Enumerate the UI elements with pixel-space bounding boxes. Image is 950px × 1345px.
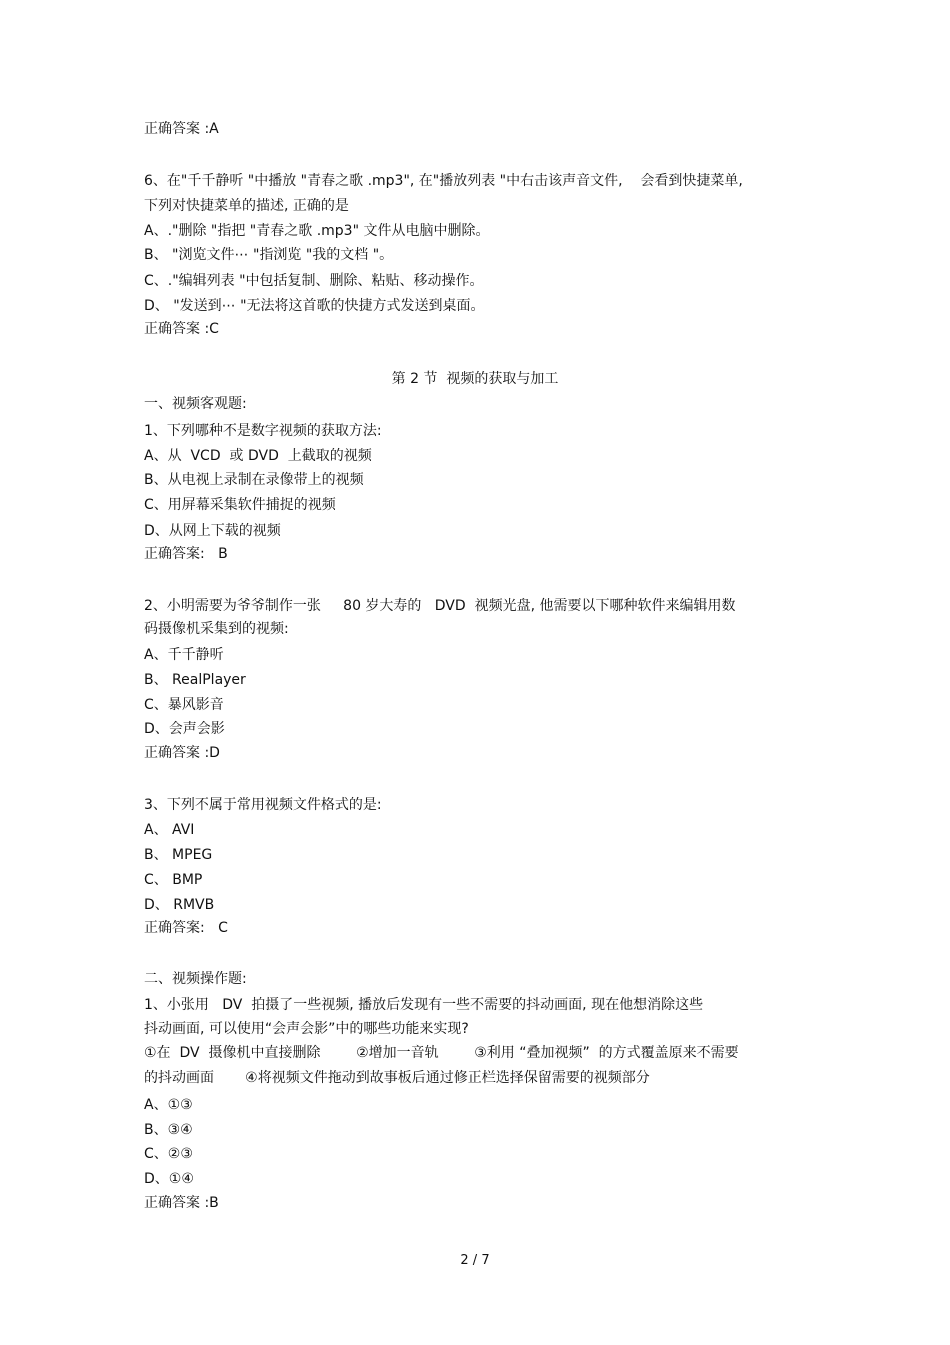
option-a: A、."删除 "指把 "青春之歌 .mp3" 文件从电脑中删除。	[144, 223, 490, 239]
option-d: D、会声会影	[144, 721, 225, 737]
option-b: B、 MPEG	[144, 847, 213, 863]
question-text: 1、小张用 DV 拍摄了一些视频, 播放后发现有一些不需要的抖动画面, 现在他想消除这些	[144, 997, 704, 1013]
option-b: B、③④	[144, 1122, 193, 1138]
question-text: 3、下列不属于常用视频文件格式的是:	[144, 797, 382, 813]
answer-line: 正确答案: C	[144, 920, 228, 936]
option-c: C、暴风影音	[144, 697, 224, 713]
answer-line: 正确答案: B	[144, 546, 228, 562]
option-d: D、 RMVB	[144, 897, 215, 913]
option-d: D、 "发送到⋯ "无法将这首歌的快捷方式发送到桌面。	[144, 298, 485, 314]
question-text: 6、在"千千静听 "中播放 "青春之歌 .mp3", 在"播放列表 "中右击该声音文件, 会看到快捷菜单,	[144, 173, 743, 189]
option-b: B、 "浏览文件⋯ "指浏览 "我的文档 "。	[144, 247, 394, 263]
option-d: D、①④	[144, 1171, 194, 1187]
section-title: 第 2 节 视频的获取与加工	[391, 371, 559, 387]
option-c: C、用屏幕采集软件捕捉的视频	[144, 497, 336, 513]
option-a: A、 AVI	[144, 822, 195, 838]
option-c: C、 BMP	[144, 872, 203, 888]
option-c: C、②③	[144, 1146, 193, 1162]
question-text: 下列对快捷菜单的描述, 正确的是	[144, 198, 349, 214]
option-b: B、从电视上录制在录像带上的视频	[144, 472, 364, 488]
option-a: A、从 VCD 或 DVD 上截取的视频	[144, 448, 372, 464]
answer-line: 正确答案 :C	[144, 321, 219, 337]
answer-line: 正确答案 :A	[144, 121, 219, 137]
question-text: 的抖动画面 ④将视频文件拖动到故事板后通过修正栏选择保留需要的视频部分	[144, 1070, 650, 1086]
option-b: B、 RealPlayer	[144, 672, 246, 688]
question-text: 2、小明需要为爷爷制作一张 80 岁大寿的 DVD 视频光盘, 他需要以下哪种软件来编辑用数	[144, 598, 736, 614]
option-a: A、①③	[144, 1097, 193, 1113]
subsection-heading: 一、视频客观题:	[144, 396, 247, 412]
subsection-heading: 二、视频操作题:	[144, 971, 247, 987]
answer-line: 正确答案 :D	[144, 745, 220, 761]
option-a: A、千千静听	[144, 647, 224, 663]
question-text: ①在 DV 摄像机中直接删除 ②增加一音轨 ③利用 “叠加视频” 的方式覆盖原来不需要	[144, 1045, 739, 1061]
option-c: C、."编辑列表 "中包括复制、删除、粘贴、移动操作。	[144, 273, 484, 289]
option-d: D、从网上下载的视频	[144, 523, 281, 539]
page-number: 2 / 7	[460, 1253, 490, 1268]
question-text: 码摄像机采集到的视频:	[144, 621, 289, 637]
question-text: 1、下列哪种不是数字视频的获取方法:	[144, 423, 382, 439]
question-text: 抖动画面, 可以使用“会声会影”中的哪些功能来实现?	[144, 1021, 469, 1037]
answer-line: 正确答案 :B	[144, 1195, 219, 1211]
